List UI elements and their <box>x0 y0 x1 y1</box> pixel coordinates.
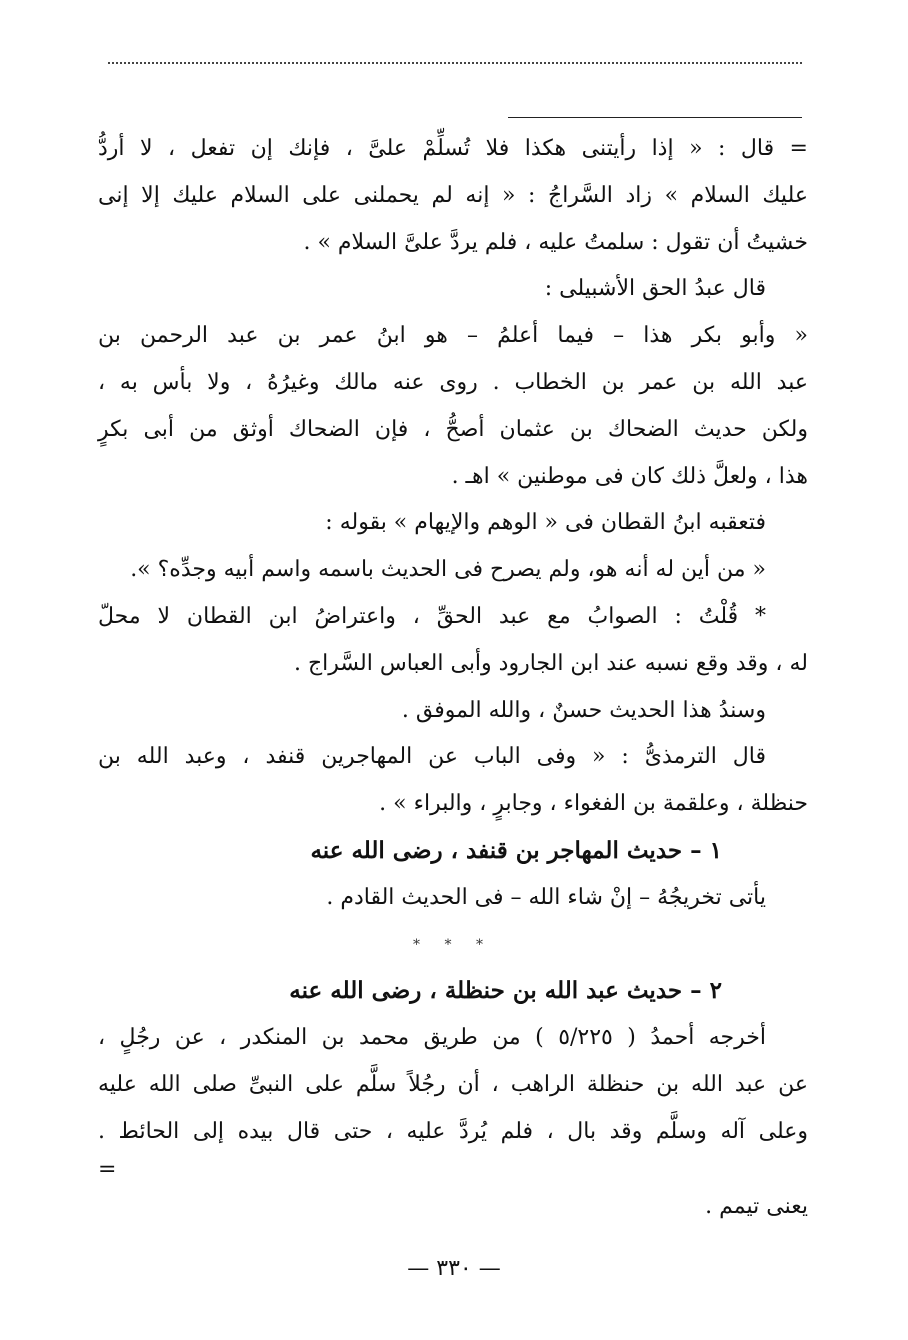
text-line: وسندُ هذا الحديث حسنٌ ، والله الموفق . <box>401 697 766 723</box>
text-line: حنظلة ، وعلقمة بن الفغواء ، وجابرٍ ، والبراء » . <box>379 791 808 817</box>
section-heading-2: ٢ – حديث عبد الله بن حنظلة ، رضى الله عنه <box>289 977 722 1005</box>
text-line: « وأبو بكر هذا – فيما أعلمُ – هو ابنُ عمر بن عبد الرحمن بن <box>98 323 808 349</box>
text-line: ولكن حديث الضحاك بن عثمان أصحُّ ، فإن الضحاك أوثق من أبى بكرٍ <box>98 416 808 442</box>
header-dotted-rule <box>108 62 802 64</box>
text-line: « من أين له أنه هو، ولم يصرح فى الحديث باسمه واسم أبيه وجدِّه؟ ». <box>130 557 766 583</box>
text-line: خشيتُ أن تقول : سلمتُ عليه ، فلم يردَّ علىَّ السلام » . <box>303 229 808 255</box>
text-line: فتعقبه ابنُ القطان فى « الوهم والإيهام » بقوله : <box>325 510 766 536</box>
page-text-block <box>98 126 808 1230</box>
text-line: أخرجه أحمدُ ( ٥/٢٢٥ ) من طريق محمد بن المنكدر ، عن رجُلٍ ، <box>98 1025 766 1051</box>
text-line: عن عبد الله بن حنظلة الراهب ، أن رجُلاً سلَّم على النبىِّ صلى الله عليه <box>98 1071 808 1097</box>
text-line: يأتى تخريجُهُ – إنْ شاء الله – فى الحديث القادم . <box>326 884 766 910</box>
text-line: هذا ، ولعلَّ ذلك كان فى موطنين » اهـ . <box>451 463 808 489</box>
text-line: * قُلْتُ : الصوابُ مع عبد الحقِّ ، واعتراضُ ابن القطان لا محلّ <box>98 603 766 629</box>
text-line: له ، وقد وقع نسبه عند ابن الجارود وأبى العباس السَّراج . <box>293 650 808 676</box>
text-line: = قال : « إذا رأيتنى هكذا فلا تُسلِّمْ علىَّ ، فإنك إن تفعل ، لا أردُّ <box>98 136 808 161</box>
text-line: عليك السلام » زاد السَّراجُ : « إنه لم يحملنى على السلام عليك إلا إنى <box>98 182 808 208</box>
text-line: وعلى آله وسلَّم وقد بال ، فلم يُردَّ عليه ، حتى قال بيده إلى الحائط . <box>98 1118 808 1144</box>
text-line: يعنى تيمم . <box>705 1193 808 1219</box>
section-heading-1: ١ – حديث المهاجر بن قنفد ، رضى الله عنه <box>310 836 722 864</box>
text-line: قال الترمذىُّ : « وفى الباب عن المهاجرين قنفد ، وعبد الله بن <box>98 744 766 770</box>
page-number: — ٣٣٠ — <box>407 1256 501 1281</box>
footnote-separator-rule <box>508 117 802 118</box>
text-line: عبد الله بن عمر بن الخطاب . روى عنه مالك وغيرُهُ ، ولا بأس به ، <box>98 369 808 395</box>
section-separator-stars: * * * <box>413 936 493 953</box>
text-line: قال عبدُ الحق الأشبيلى : <box>544 276 766 302</box>
continuation-mark: = <box>98 1156 117 1182</box>
